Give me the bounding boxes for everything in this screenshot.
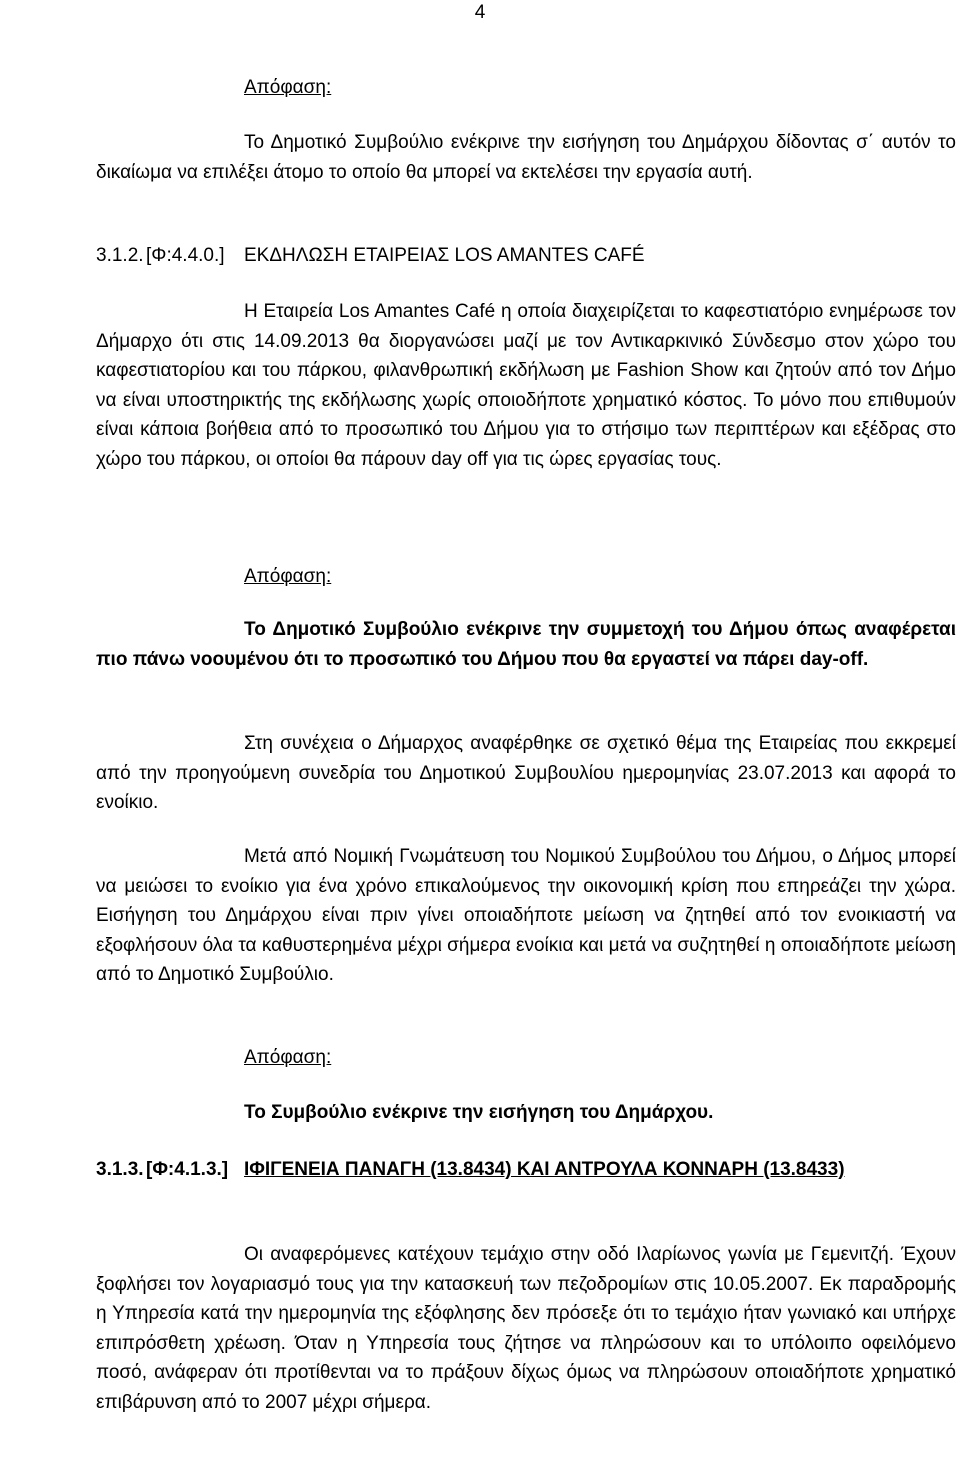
- decision-paragraph: Το Δημοτικό Συμβούλιο ενέκρινε την εισήγηση του Δημάρχου δίδοντας σ΄ αυτόν το δικαίωμα να επιλέξει άτομο το οποίο θα μπορεί να εκτελέσει την εργασία αυτή.: [96, 132, 956, 183]
- item-title: ΙΦΙΓΕΝΕΙΑ ΠΑΝΑΓΗ (13.8434) ΚΑΙ ΑΝΤΡΟΥΛΑ ΚΟΝΝΑΡΗ (13.8433): [244, 1159, 845, 1180]
- decision-label: Απόφαση:: [244, 1047, 332, 1068]
- decision-label: Απόφαση:: [244, 566, 332, 587]
- block1-decision-heading: [96, 73, 956, 103]
- item-312-header: [96, 241, 956, 271]
- item-313-header: [96, 1155, 956, 1214]
- item-body-paragraph: Η Εταιρεία Los Amantes Café η οποία διαχειρίζεται το καφεστιατόριο ενημέρωσε τον Δήμαρχο ότι στις 14.09.2013 θα διοργανώσει μαζί με τον Αντικαρκινικό Σύνδεσμο στον χώρο του καφεστιατορίου και του πάρκου, φιλανθρωπική εκδήλωση με Fashion Show και ζητούν από τον Δήμο να είναι υποστηρικτής της εκδήλωσης χωρίς οποιοδήποτε χρηματικό κόστος. Το μόνο που επιθυμούν είναι κάποια βοήθεια από το προσωπικό του Δήμου για το στήσιμο των περιπτέρων και εξέδρας στο χώρο του πάρκου, οι οποίοι θα πάρουν day off για τις ώρες εργασίας τους.: [96, 301, 956, 470]
- item-file-code: [Φ:4.1.3.]: [146, 1159, 229, 1180]
- item-number: 3.1.2.: [96, 245, 144, 266]
- decision-label: Απόφαση:: [244, 77, 332, 98]
- decision-paragraph: Το Δημοτικό Συμβούλιο ενέκρινε την συμμετοχή του Δήμου όπως αναφέρεται πιο πάνω νοουμένου ότι το προσωπικό του Δήμου που θα εργαστεί να πάρει day-off.: [96, 619, 956, 670]
- item-313-body: [96, 1240, 956, 1417]
- item-312-decision2: [96, 1098, 956, 1128]
- item-312-decision2-heading: [96, 1043, 956, 1073]
- item-312-decision-heading: [96, 562, 956, 592]
- decision-paragraph: Το Συμβούλιο ενέκρινε την εισήγηση του Δημάρχου.: [244, 1102, 714, 1123]
- paragraph: Στη συνέχεια ο Δήμαρχος αναφέρθηκε σε σχετικό θέμα της Εταιρείας που εκκρεμεί από την προηγούμενη συνεδρία του Δημοτικού Συμβουλίου ημερομηνίας 23.07.2013 και αφορά το ενοίκιο.: [96, 733, 956, 813]
- item-312-para3: [96, 842, 956, 990]
- item-number: 3.1.3.: [96, 1159, 144, 1180]
- page-number: 4: [474, 2, 486, 23]
- item-312-decision: [96, 615, 956, 674]
- item-312-para2: [96, 729, 956, 818]
- item-file-code: [Φ:4.4.0.]: [146, 245, 225, 266]
- item-title: ΕΚΔΗΛΩΣΗ ΕΤΑΙΡΕΙΑΣ LOS AMANTES CAFÉ: [244, 245, 645, 266]
- block1-decision-text: [96, 128, 956, 187]
- item-body-paragraph: Οι αναφερόμενες κατέχουν τεμάχιο στην οδό Ιλαρίωνος γωνία με Γεμενιτζή. Έχουν ξοφλήσει τον λογαριασμό τους για την κατασκευή των πεζοδρομίων στις 10.05.2007. Εκ παραδρομής η Υπηρεσία κατά την ημερομηνία της εξόφλησης δεν πρόσεξε ότι το τεμάχιο ήταν γωνιακό και υπήρχε επιπρόσθετη χρέωση. Όταν η Υπηρεσία τους ζήτησε να πληρώσουν και το υπόλοιπο οφειλόμενο ποσό, ανάφεραν ότι προτίθενται να το πράξουν δίχως όμως να πληρώσουν οποιαδήποτε χρηματικό επιβάρυνση από το 2007 μέχρι σήμερα.: [96, 1244, 956, 1413]
- item-312-body: [96, 297, 956, 474]
- paragraph: Μετά από Νομική Γνωμάτευση του Νομικού Συμβούλου του Δήμου, ο Δήμος μπορεί να μειώσει το ενοίκιο για ένα χρόνο επικαλούμενος την οικονομική κρίση που επηρεάζει την χώρα. Εισήγηση του Δημάρχου είναι πριν γίνει οποιαδήποτε μείωση να ζητηθεί από τον ενοικιαστή να εξοφλήσουν όλα τα καθυστερημένα μέχρι σήμερα ενοίκια και μετά να συζητηθεί η οποιαδήποτε μείωση από το Δημοτικό Συμβούλιο.: [96, 846, 956, 985]
